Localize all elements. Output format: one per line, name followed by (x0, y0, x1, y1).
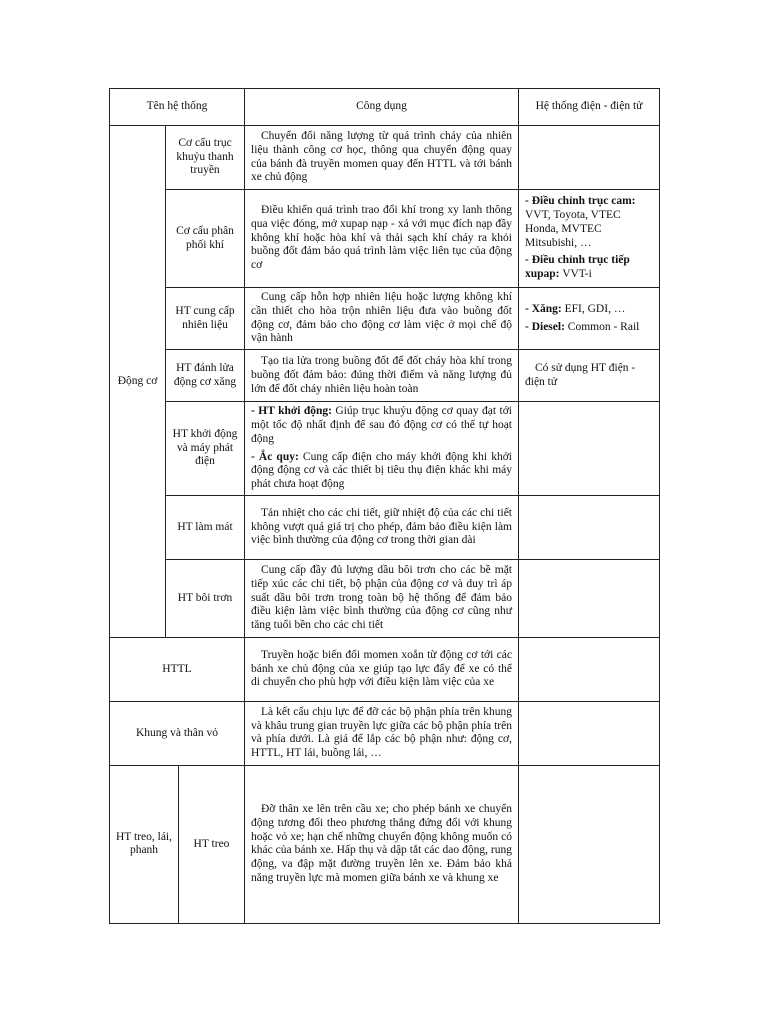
electronics-cell (519, 637, 660, 701)
subsystem-name: HT làm mát (166, 495, 245, 559)
header-electronics: Hệ thống điện - điện tử (519, 89, 660, 126)
subsystem-name: HT khởi động và máy phát điện (166, 402, 245, 496)
system-description: Truyền hoặc biến đổi momen xoắn từ động cơ tới các bánh xe chủ động của xe giúp tạo lực đẩy để xe có thể di chuyển cho phù hợp với điều kiện làm việc của xe (245, 637, 519, 701)
table-row (110, 495, 660, 559)
subsystem-name: Cơ cấu phân phối khí (166, 190, 245, 288)
electronics-text: EFI, GDI, … (561, 302, 626, 315)
electronics-cell (519, 765, 660, 923)
table-row (110, 288, 660, 350)
table-row (110, 637, 660, 701)
table-row (110, 126, 660, 190)
electronics-cell (519, 495, 660, 559)
group-chassis-label: HT treo, lái, phanh (110, 765, 179, 923)
table-row (110, 765, 660, 923)
table-row (110, 701, 660, 765)
electronics-text: VVT-i (559, 268, 592, 281)
subsystem-description: Cung cấp đầy đủ lượng dầu bôi trơn cho các bề mặt tiếp xúc các chi tiết, bộ phận của động cơ và duy trì áp suất dầu bôi trơn trong toàn bộ hệ thống để đảm bảo điều kiện làm việc bình thường của động cơ cũng như tăng tuổi bền cho các chi tiết (245, 559, 519, 637)
subsystem-name: HT cung cấp nhiên liệu (166, 288, 245, 350)
subsystem-description: Chuyển đổi năng lượng từ quá trình cháy của nhiên liệu thành công cơ học, thông qua chuyển động quay của bánh đà truyền momen quay đến HTTL và tới bánh xe chủ động (245, 126, 519, 190)
electronics-heading: - Xăng: (525, 302, 562, 315)
electronics-heading: - Điều chỉnh trục cam: (525, 195, 636, 208)
subsystem-name: HT bôi trơn (166, 559, 245, 637)
header-row (110, 89, 660, 126)
electronics-cell: Có sử dụng HT điện - điện tử (519, 350, 660, 402)
table-row (110, 559, 660, 637)
electronics-cell (519, 190, 660, 288)
subsystem-name: Cơ cấu trục khuỷu thanh truyền (166, 126, 245, 190)
electronics-cell (519, 126, 660, 190)
subsystem-description: Tản nhiệt cho các chi tiết, giữ nhiệt độ của các chi tiết không vượt quá giá trị cho phép, đảm bảo điều kiện làm việc bình thường của động cơ trong thời gian dài (245, 495, 519, 559)
electronics-heading: - Diesel: (525, 320, 565, 333)
electronics-cell (519, 288, 660, 350)
subsystem-description: Đỡ thân xe lên trên cầu xe; cho phép bánh xe chuyển động tương đối theo phương thẳng đứng đối với khung hoặc vỏ xe; hạn chế những chuyển động không muốn có khác của bánh xe. Hấp thụ và dập tắt các dao động, rung động, va đập mặt đường truyền lên xe. Đảm bảo khả năng truyền lực mà momen giữa bánh xe và khung xe (245, 765, 519, 923)
group-engine-label: Động cơ (110, 126, 166, 638)
subsystem-description: Cung cấp hỗn hợp nhiên liệu hoặc lượng không khí cần thiết cho hòa trộn nhiên liệu đưa vào buồng đốt động cơ, đảm bảo cho động cơ làm việc ở mọi chế độ vận hành (245, 288, 519, 350)
electronics-heading: - Điều chỉnh trục tiếp xupap: (525, 254, 630, 281)
subsystem-name: HT treo (179, 765, 245, 923)
header-purpose: Công dụng (245, 89, 519, 126)
description-heading: - HT khởi động: (251, 405, 332, 418)
subsystem-description: Tạo tia lửa trong buồng đốt để đốt cháy hòa khí trong buồng đốt đảm bảo: đúng thời điểm và năng lượng đủ lớn để đốt cháy nhiên liệu hoàn toàn (245, 350, 519, 402)
electronics-text: VVT, Toyota, VTEC Honda, MVTEC Mitsubishi, … (525, 208, 621, 249)
subsystem-name: HT đánh lửa động cơ xăng (166, 350, 245, 402)
system-name: HTTL (110, 637, 245, 701)
electronics-cell (519, 559, 660, 637)
systems-table (109, 88, 660, 924)
system-name: Khung và thân vỏ (110, 701, 245, 765)
description-text: Giúp trục khuỷu động cơ quay đạt tới một tốc độ nhất định để sau đó động cơ có thể tự hoạt động (251, 405, 512, 445)
description-heading: - Ắc quy: (251, 450, 299, 463)
description-text: Cung cấp điện cho máy khởi động khi khởi động động cơ và các thiết bị tiêu thụ điện khác khi máy phát chưa hoạt động (251, 450, 512, 491)
header-system-name: Tên hệ thống (110, 89, 245, 126)
electronics-cell (519, 701, 660, 765)
electronics-text: Common - Rail (564, 320, 640, 333)
subsystem-description: Điều khiển quá trình trao đổi khí trong xy lanh thông qua việc đóng, mở xupap nạp - xả với mục đích nạp đầy không khí hoặc hòa khí và thải sạch khí cháy ra khỏi buồng đốt đảm bảo quá trình làm việc liên tục của động cơ (245, 190, 519, 288)
table-row (110, 190, 660, 288)
electronics-cell (519, 402, 660, 496)
subsystem-description (245, 402, 519, 496)
system-description: Là kết cấu chịu lực để đỡ các bộ phận phía trên khung và khâu trung gian truyền lực giữa các bộ phận phía trên và phía dưới. Là giá để lắp các bộ phận như: động cơ, HTTL, HT lái, buồng lái, … (245, 701, 519, 765)
table-row (110, 402, 660, 496)
table-row (110, 350, 660, 402)
